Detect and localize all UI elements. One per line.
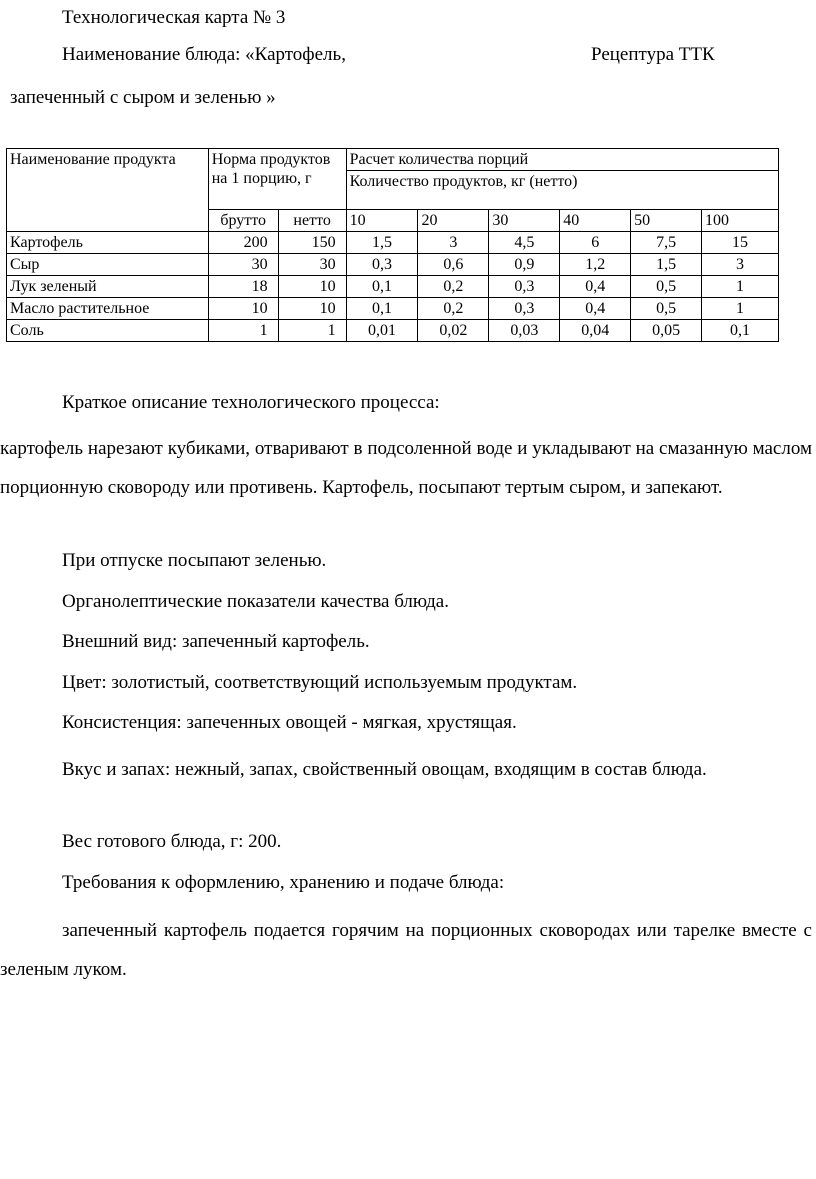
product-name: Сыр <box>7 254 209 276</box>
table-row <box>7 232 779 254</box>
ingredients-table <box>6 148 779 342</box>
taste-note: Вкус и запах: нежный, запах, свойственный овощам, входящим в состав блюда. <box>62 759 707 780</box>
product-name: Масло растительное <box>7 298 209 320</box>
header-product: Наименование продукта <box>7 149 209 232</box>
dish-name-line1: Наименование блюда: «Картофель, <box>62 44 346 65</box>
table-row <box>7 276 779 298</box>
weight-note: Вес готового блюда, г: 200. <box>62 831 282 852</box>
portion-header: 10 <box>346 210 418 232</box>
table-row <box>7 254 779 276</box>
serving-note: При отпуске посыпают зеленью. <box>62 550 327 571</box>
portion-header: 50 <box>631 210 702 232</box>
portion-header: 30 <box>489 210 560 232</box>
header-calc: Расчет количества порций <box>346 149 778 171</box>
requirements-heading: Требования к оформлению, хранению и подаче блюда: <box>62 872 505 893</box>
qty-value: 0,5 <box>631 298 702 320</box>
qty-value: 0,4 <box>560 298 631 320</box>
table-row <box>7 298 779 320</box>
netto-value: 10 <box>278 298 346 320</box>
qty-value: 1 <box>702 298 779 320</box>
brutto-value: 30 <box>208 254 278 276</box>
header-netto: нетто <box>278 210 346 232</box>
qty-value: 0,04 <box>560 320 631 342</box>
qty-value: 0,2 <box>418 276 489 298</box>
qty-value: 1,2 <box>560 254 631 276</box>
portion-header: 40 <box>560 210 631 232</box>
qty-value: 4,5 <box>489 232 560 254</box>
process-heading: Краткое описание технологического процесса: <box>62 392 440 413</box>
qty-value: 0,1 <box>702 320 779 342</box>
qty-value: 1,5 <box>346 232 418 254</box>
qty-value: 0,2 <box>418 298 489 320</box>
qty-value: 0,1 <box>346 298 418 320</box>
product-name: Лук зеленый <box>7 276 209 298</box>
document-title: Технологическая карта № 3 <box>62 7 286 28</box>
appearance-note: Внешний вид: запеченный картофель. <box>62 631 370 652</box>
qty-value: 0,5 <box>631 276 702 298</box>
table-row <box>7 320 779 342</box>
qty-value: 1,5 <box>631 254 702 276</box>
process-text: картофель нарезают кубиками, отваривают в подсоленной воде и укладывают на смазанную маслом порционную сковороду или противень. Картофель, посыпают тертым сыром, и запекают. <box>0 438 812 498</box>
qty-value: 1 <box>702 276 779 298</box>
qty-value: 0,3 <box>489 298 560 320</box>
qty-value: 0,05 <box>631 320 702 342</box>
netto-value: 1 <box>278 320 346 342</box>
brutto-value: 200 <box>208 232 278 254</box>
qty-value: 15 <box>702 232 779 254</box>
header-qty: Количество продуктов, кг (нетто) <box>346 171 778 210</box>
qty-value: 0,9 <box>489 254 560 276</box>
color-note: Цвет: золотистый, соответствующий используемым продуктам. <box>62 672 578 693</box>
header-norm: Норма продуктов на 1 порцию, г <box>208 149 346 210</box>
qty-value: 0,03 <box>489 320 560 342</box>
requirements-text: запеченный картофель подается горячим на порционных сковородах или тарелке вместе с зеленым луком. <box>0 920 812 980</box>
netto-value: 10 <box>278 276 346 298</box>
qty-value: 3 <box>702 254 779 276</box>
consistency-note: Консистенция: запеченных овощей - мягкая, хрустящая. <box>62 712 517 733</box>
netto-value: 30 <box>278 254 346 276</box>
brutto-value: 10 <box>208 298 278 320</box>
qty-value: 0,02 <box>418 320 489 342</box>
qty-value: 7,5 <box>631 232 702 254</box>
qty-value: 0,4 <box>560 276 631 298</box>
qty-value: 0,6 <box>418 254 489 276</box>
header-brutto: брутто <box>208 210 278 232</box>
qty-value: 0,3 <box>489 276 560 298</box>
qty-value: 0,3 <box>346 254 418 276</box>
product-name: Картофель <box>7 232 209 254</box>
netto-value: 150 <box>278 232 346 254</box>
product-name: Соль <box>7 320 209 342</box>
qty-value: 0,01 <box>346 320 418 342</box>
brutto-value: 1 <box>208 320 278 342</box>
qty-value: 3 <box>418 232 489 254</box>
organoleptic-heading: Органолептические показатели качества блюда. <box>62 591 449 612</box>
brutto-value: 18 <box>208 276 278 298</box>
portion-header: 100 <box>702 210 779 232</box>
portion-header: 20 <box>418 210 489 232</box>
dish-name-line2: запеченный с сыром и зеленью » <box>10 87 276 108</box>
qty-value: 6 <box>560 232 631 254</box>
recipe-label: Рецептура ТТК <box>591 44 715 65</box>
qty-value: 0,1 <box>346 276 418 298</box>
table-header-row <box>7 149 779 171</box>
